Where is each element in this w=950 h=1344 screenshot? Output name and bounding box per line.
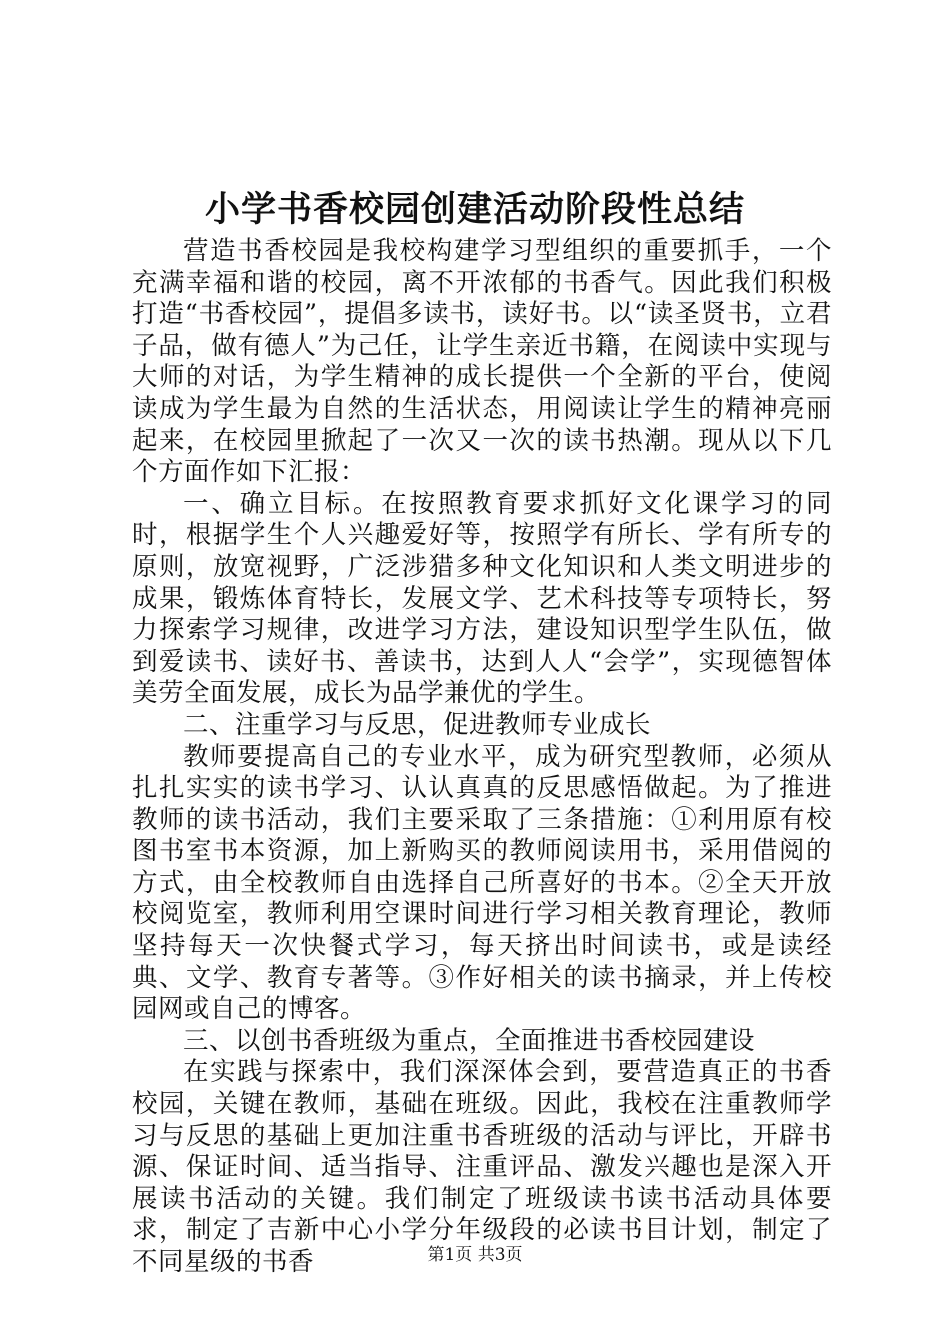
- document-body: [132, 236, 832, 1279]
- section-heading-2: 二、注重学习与反思，促进教师专业成长: [183, 709, 652, 740]
- paragraph-section-3: 在实践与探索中，我们深深体会到，要营造真正的书香校园，关键在教师，基础在班级。因此，我校在注重教师学习与反思的基础上更加注重书香班级的活动与评比，开辟书源、保证时间、适当指导、注重评品、激发兴趣也是深入开展读书活动的关键。我们制定了班级读书读书活动具体要求，制定了吉新中心小学分年级段的必读书目计划，制定了不同星级的书香: [132, 1057, 832, 1277]
- paragraph-intro: 营造书香校园是我校构建学习型组织的重要抓手，一个充满幸福和谐的校园，离不开浓郁的书香气。因此我们积极打造“书香校园”，提倡多读书，读好书。以“读圣贤书，立君子品，做有德人”为己任，让学生亲近书籍，在阅读中实现与大师的对话，为学生精神的成长提供一个全新的平台，使阅读成为学生最为自然的生活状态，用阅读让学生的精神亮丽起来，在校园里掀起了一次又一次的读书热潮。现从以下几个方面作如下汇报：: [132, 236, 832, 488]
- paragraph-section-1: 一、确立目标。在按照教育要求抓好文化课学习的同时，根据学生个人兴趣爱好等，按照学有所长、学有所专的原则，放宽视野，广泛涉猎多种文化知识和人类文明进步的成果，锻炼体育特长，发展文学、艺术科技等专项特长，努力探索学习规律，改进学习方法，建设知识型学生队伍，做到爱读书、读好书、善读书，达到人人“会学”，实现德智体美劳全面发展，成长为品学兼优的学生。: [132, 488, 832, 709]
- document-title: 小学书香校园创建活动阶段性总结: [204, 189, 745, 230]
- page-footer: 第1页 共3页: [427, 1245, 523, 1265]
- section-heading-3: 三、以创书香班级为重点，全面推进书香校园建设: [183, 1025, 756, 1056]
- paragraph-section-2: 教师要提高自己的专业水平，成为研究型教师，必须从扎扎实实的读书学习、认认真真的反思感悟做起。为了推进教师的读书活动，我们主要采取了三条措施：①利用原有校图书室书本资源，加上新购买的教师阅读用书，采用借阅的方式，由全校教师自由选择自己所喜好的书本。②全天开放校阅览室，教师利用空课时间进行学习相关教育理论，教师坚持每天一次快餐式学习，每天挤出时间读书，或是读经典、文学、教育专著等。③作好相关的读书摘录，并上传校园网或自己的博客。: [132, 741, 832, 1025]
